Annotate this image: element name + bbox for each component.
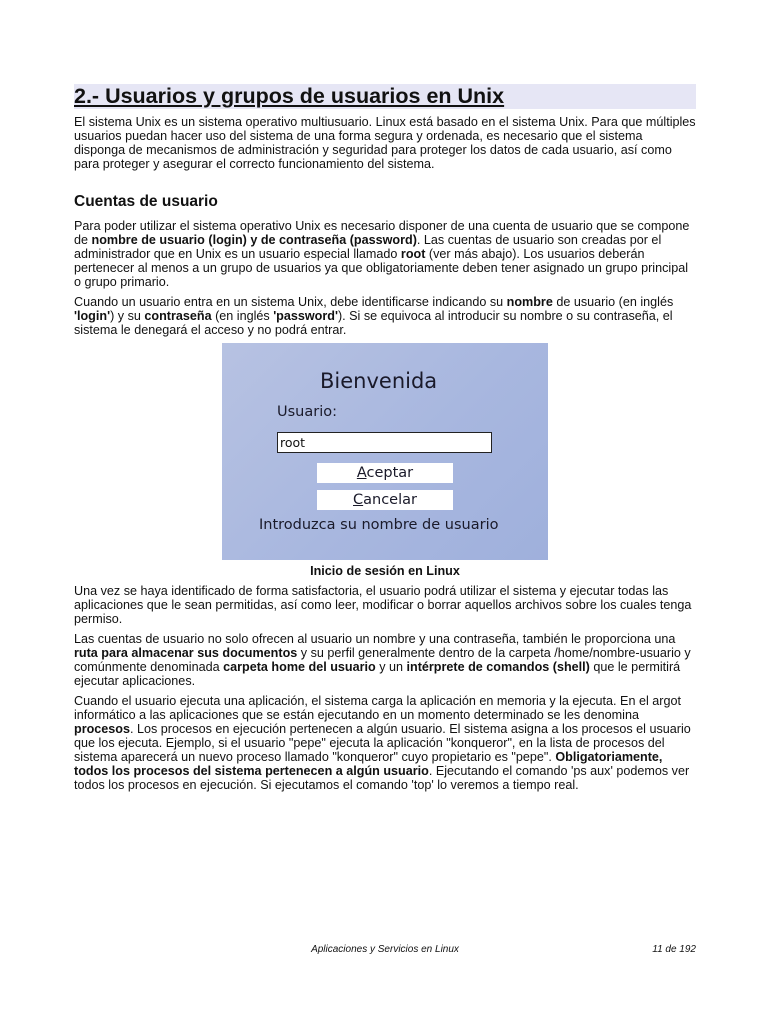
login-figure [74,343,696,578]
page-number: 11 de 192 [652,944,696,955]
cancel-button[interactable]: Cancelar [317,490,453,510]
username-input[interactable] [277,432,492,453]
login-screen [222,343,548,560]
page-content [74,84,696,792]
paragraph-processes: Cuando el usuario ejecuta una aplicación, el sistema carga la aplicación en memoria y la ejecuta. En el argot informático a las aplicaciones que se están ejecutando en un momento determinado se les denomina procesos. Los procesos en ejecución pertenecen a algún usuario. El sistema asigna a los procesos el usuario que los ejecuta. Ejemplo, si el usuario "pepe" ejecuta la aplicación "konqueror", en la lista de procesos del sistema aparecerá un nuevo proceso llamado "konqueror" cuyo propietario es "pepe". Obligatoriamente, todos los procesos del sistema pertenecen a algún usuario. Ejecutando el comando 'ps aux' podemos ver todos los procesos en ejecución. Si ejecutamos el comando 'top' lo veremos a tiempo real. [74,694,691,792]
paragraph-home-folder: Las cuentas de usuario no solo ofrecen al usuario un nombre y una contraseña, también le proporciona una ruta para almacenar sus documentos y su perfil generalmente dentro de la carpeta /home/nombre-usuario y comúnmente denominada carpeta home del usuario y un intérprete de comandos (shell) que le permitirá ejecutar aplicaciones. [74,632,691,688]
paragraph-after-login: Una vez se haya identificado de forma satisfactoria, el usuario podrá utilizar el sistema y ejecutar todas las aplicaciones que le sean permitidas, así como leer, modificar o borrar aquellos archivos sobre los cuales tenga permiso. [74,584,692,626]
username-label: Usuario: [277,404,337,420]
intro-paragraph: El sistema Unix es un sistema operativo multiusuario. Linux está basado en el sistema Unix. Para que múltiples usuarios puedan hacer uso del sistema de una forma segura y ordenada, es necesario que el sistema disponga de mecanismos de administración y seguridad para proteger los datos de cada usuario, así como para proteger y asegurar el correcto funcionamiento del sistema. [74,115,696,171]
page-footer [74,943,696,957]
footer-title: Aplicaciones y Servicios en Linux [311,944,459,955]
figure-caption: Inicio de sesión en Linux [310,564,460,578]
section-title: Cuentas de usuario [74,193,218,210]
welcome-title: Bienvenida [320,369,438,393]
chapter-title: 2.- Usuarios y grupos de usuarios en Unix [74,84,696,109]
accept-button[interactable]: Aceptar [317,463,453,483]
paragraph-login: Cuando un usuario entra en un sistema Unix, debe identificarse indicando su nombre de usuario (en inglés 'login') y su contraseña (en inglés 'password'). Si se equivoca al introducir su nombre o su contraseña, el sistema le denegará el acceso y no podrá entrar. [74,295,674,337]
paragraph-user-accounts: Para poder utilizar el sistema operativo Unix es necesario disponer de una cuenta de usuario que se compone de nombre de usuario (login) y de contraseña (password). Las cuentas de usuario son creadas por el administrador que en Unix es un usuario especial llamado root (ver más abajo). Los usuarios deberán pertenecer al menos a un grupo de usuarios ya que obligatoriamente deben tener asignado un grupo principal o grupo primario. [74,219,690,289]
login-hint: Introduzca su nombre de usuario [259,517,499,533]
